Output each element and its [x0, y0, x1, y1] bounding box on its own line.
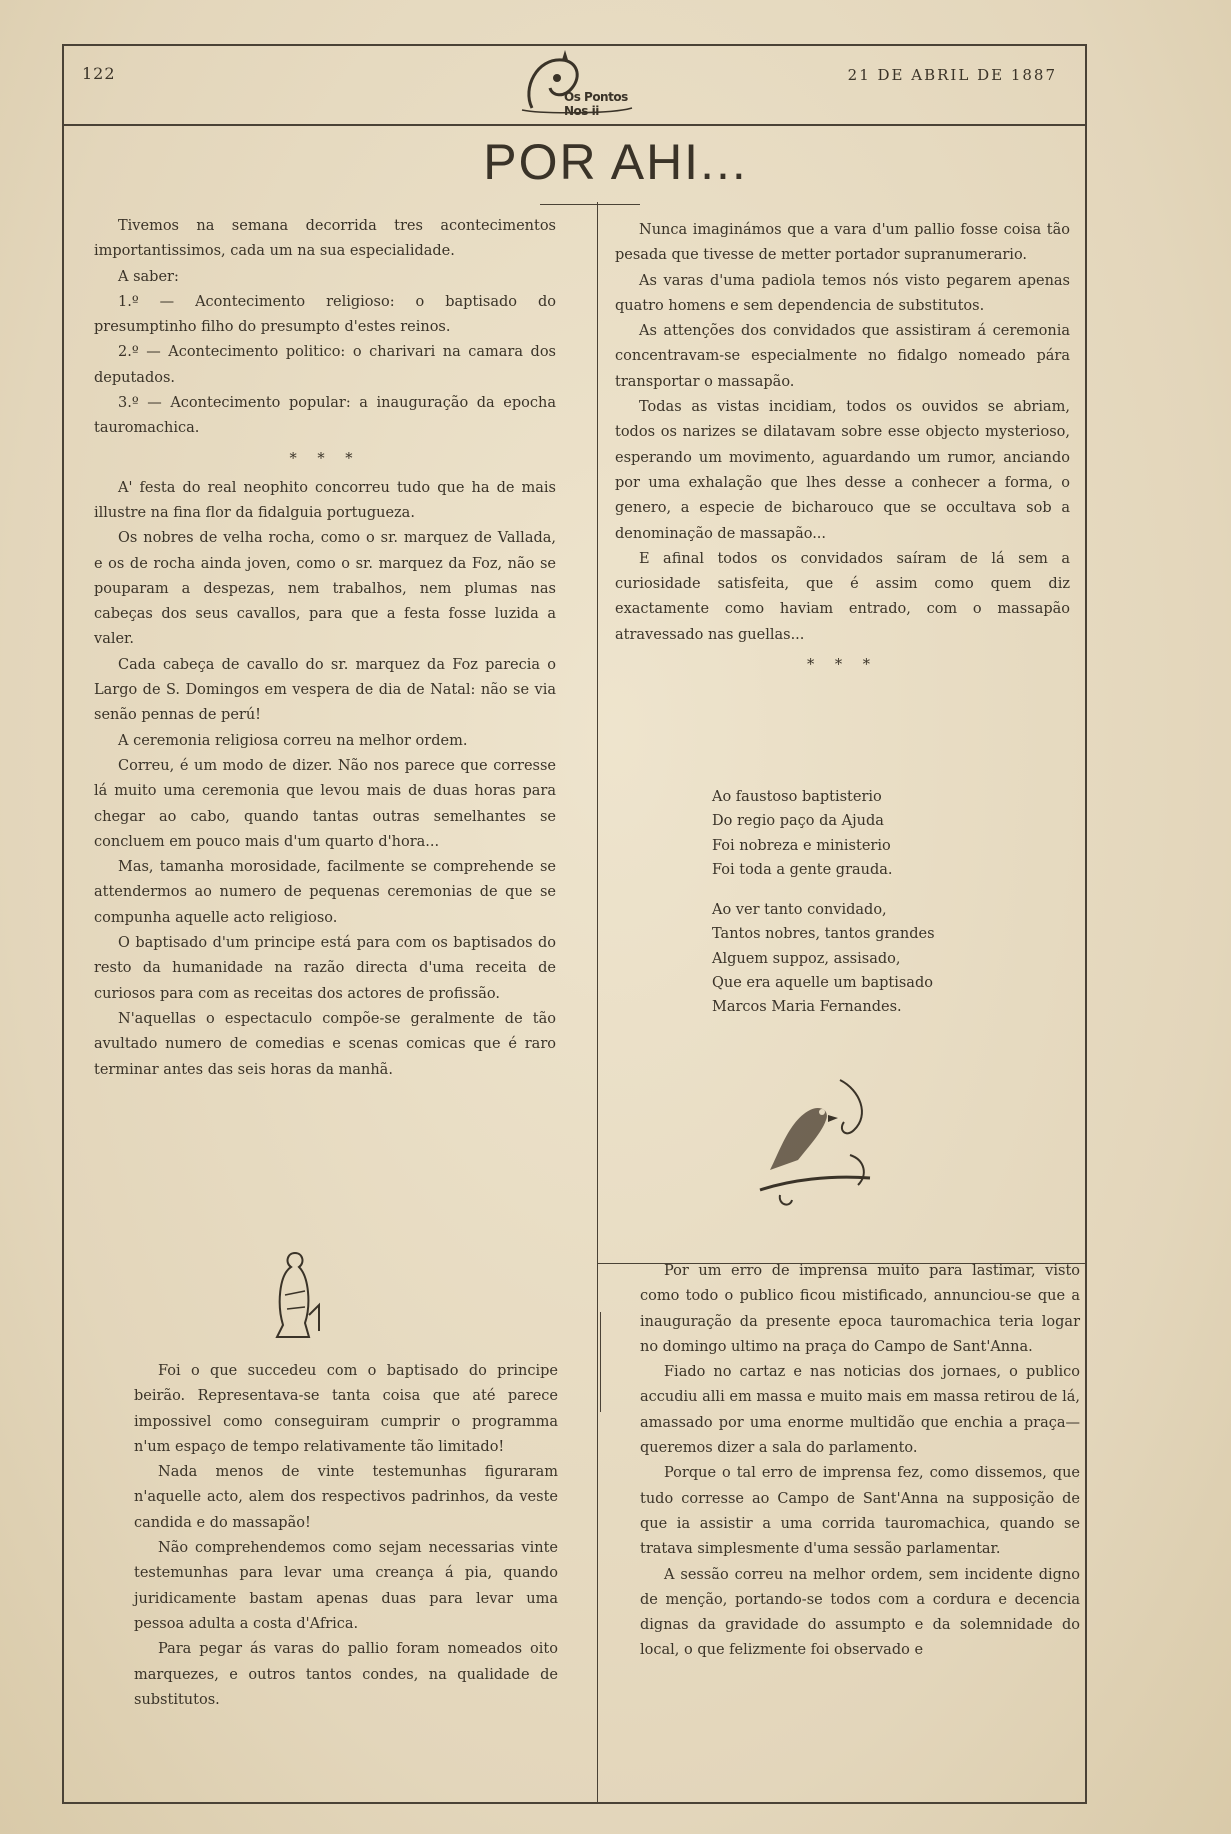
left-column-top	[94, 214, 556, 1083]
paragraph: Porque o tal erro de imprensa fez, como dissemos, que tudo corresse ao Campo de Sant'Anna na supposição de que ia assistir a uma corrida tauromachica, quando se tratava simplesmente d'uma sessão parlamentar.	[640, 1465, 1080, 1558]
poem-line: Ao ver tanto convidado,	[712, 902, 887, 919]
paragraph: Mas, tamanha morosidade, facilmente se comprehende se attendermos ao numero de pequenas ceremonias de que se compunha aquelle acto religioso.	[94, 859, 556, 926]
paragraph: As varas d'uma padiola temos nós visto pegarem apenas quatro homens e sem dependencia de substitutos.	[615, 272, 1070, 314]
figure-vignette	[265, 1245, 325, 1345]
title-rule	[540, 204, 640, 205]
paragraph: N'aquellas o espectaculo compõe-se geralmente de tão avultado numero de comedias e scenas comicas que é raro terminar antes das seis horas da manhã.	[94, 1010, 556, 1078]
paragraph: 3.º — Acontecimento popular: a inauguração da epocha tauromachica.	[94, 395, 556, 437]
poem	[712, 785, 1032, 1036]
column-divider	[597, 202, 598, 1802]
paragraph: O baptisado d'um principe está para com os baptisados do resto da humanidade na razão directa d'uma receita de curiosos para com as receitas dos actores de profissão.	[94, 935, 556, 1002]
paragraph: Os nobres de velha rocha, como o sr. marquez de Vallada, e os de rocha ainda joven, como o sr. marquez da Foz, não se pouparam a despezas, nem trabalhos, nem plumas nas cabeças dos seus cavallos, para que a festa fosse luzida a valer.	[94, 530, 556, 648]
poem-line: Foi toda a gente grauda.	[712, 861, 893, 878]
paragraph: Por um erro de imprensa muito para lastimar, visto como todo o publico ficou mistificado, annunciou-se que a inauguração da presente epoca tauromachica teria logar no domingo ultimo na praça do Campo de Sant'Anna.	[640, 1263, 1080, 1355]
paragraph: A ceremonia religiosa correu na melhor ordem.	[118, 732, 468, 749]
bird-vignette	[750, 1060, 885, 1210]
page-number: 122	[82, 64, 116, 83]
paragraph: As attenções dos convidados que assistiram á ceremonia concentravam-se especialmente no fidalgo nomeado pára transportar o massapão.	[615, 323, 1070, 390]
paragraph: 2.º — Acontecimento politico: o charivari na camara dos deputados.	[94, 344, 556, 386]
right-column-bottom	[640, 1259, 1080, 1664]
page-header	[62, 44, 1087, 126]
poem-line: Tantos nobres, tantos grandes	[712, 926, 935, 943]
paragraph: 1.º — Acontecimento religioso: o baptisado do presumptinho filho do presumpto d'estes reinos.	[94, 293, 556, 336]
left-column-mark	[600, 1312, 601, 1412]
paragraph: Foi o que succedeu com o baptisado do principe beirão. Representava-se tanta coisa que até parece impossivel como conseguiram cumprir o programma n'um espaço de tempo relativamente tão limitado!	[134, 1363, 558, 1455]
paragraph: Tivemos na semana decorrida tres acontecimentos importantissimos, cada um na sua especialidade.	[94, 218, 556, 260]
paragraph: A saber:	[118, 268, 179, 285]
paragraph: Não comprehendemos como sejam necessarias vinte testemunhas para levar uma creança á pia, quando juridicamente bastam apenas duas para levar uma pessoa adulta a costa d'Africa.	[134, 1540, 558, 1632]
poem-line: Do regio paço da Ajuda	[712, 813, 884, 830]
poem-line: Ao faustoso baptisterio	[712, 789, 882, 805]
masthead-logo	[502, 48, 652, 118]
issue-date: 21 DE ABRIL DE 1887	[847, 66, 1057, 84]
paragraph: Cada cabeça de cavallo do sr. marquez da Foz parecia o Largo de S. Domingos em vespera de dia de Natal: não se via senão pennas de perú!	[94, 656, 556, 724]
article-title: POR AHI...	[483, 134, 748, 190]
right-column-top	[615, 218, 1070, 682]
poem-line: Alguem suppoz, assisado,	[712, 950, 901, 967]
poem-line: Foi nobreza e ministerio	[712, 837, 891, 854]
paragraph: A' festa do real neophito concorreu tudo que ha de mais illustre na fina flor da fidalguia portugueza.	[94, 479, 556, 521]
poem-line: Que era aquelle um baptisado	[712, 975, 933, 992]
section-separator: * * *	[807, 657, 878, 674]
paragraph: Correu, é um modo de dizer. Não nos parece que corresse lá muito uma ceremonia que levou mais de duas horas para chegar ao cabo, quando tantas outras semelhantes se concluem em pouco mais d'um quarto d'hora...	[94, 757, 556, 850]
masthead-text: Os Pontos Nos ii	[564, 90, 628, 118]
paragraph: Fiado no cartaz e nas noticias dos jornaes, o publico accudiu alli em massa e muito mais em massa retirou de lá, amassado por uma enorme multidão que enchia a praça—queremos dizer a sala do parlamento.	[640, 1364, 1080, 1457]
paragraph: E afinal todos os convidados saíram de lá sem a curiosidade satisfeita, que é assim como quem diz exactamente como haviam entrado, com o massapão atravessado nas guellas...	[615, 550, 1070, 643]
paragraph: A sessão correu na melhor ordem, sem incidente digno de menção, portando-se todos com a cordura e decencia dignas da gravidade do assumpto e da solemnidade do local, o que felizmente foi observado e	[640, 1566, 1080, 1659]
cloaked-figure-icon	[265, 1245, 325, 1345]
paragraph: Nada menos de vinte testemunhas figuraram n'aquelle acto, alem dos respectivos padrinhos, da veste candida e do massapão!	[134, 1464, 558, 1531]
paragraph: Para pegar ás varas do pallio foram nomeados oito marquezes, e outros tantos condes, na qualidade de substitutos.	[134, 1641, 558, 1708]
section-separator: * * *	[289, 450, 361, 467]
poem-line: Marcos Maria Fernandes.	[712, 999, 902, 1016]
paragraph: Todas as vistas incidiam, todos os ouvidos se abriam, todos os narizes se dilatavam sobre esse objecto mysterioso, esperando um movimento, aguardando um rumor, anciando por uma exhalação que lhes desse a conhecer a forma, o genero, a especie de bicharouco que se occultava sob a denominação de massapão...	[615, 399, 1070, 542]
left-column-bottom	[134, 1359, 558, 1713]
poem-stanza	[712, 785, 1032, 882]
poem-stanza	[712, 898, 1032, 1019]
bird-on-branch-icon	[750, 1060, 885, 1210]
paragraph: Nunca imaginámos que a vara d'um pallio fosse coisa tão pesada que tivesse de metter portador supranumerario.	[615, 222, 1070, 264]
